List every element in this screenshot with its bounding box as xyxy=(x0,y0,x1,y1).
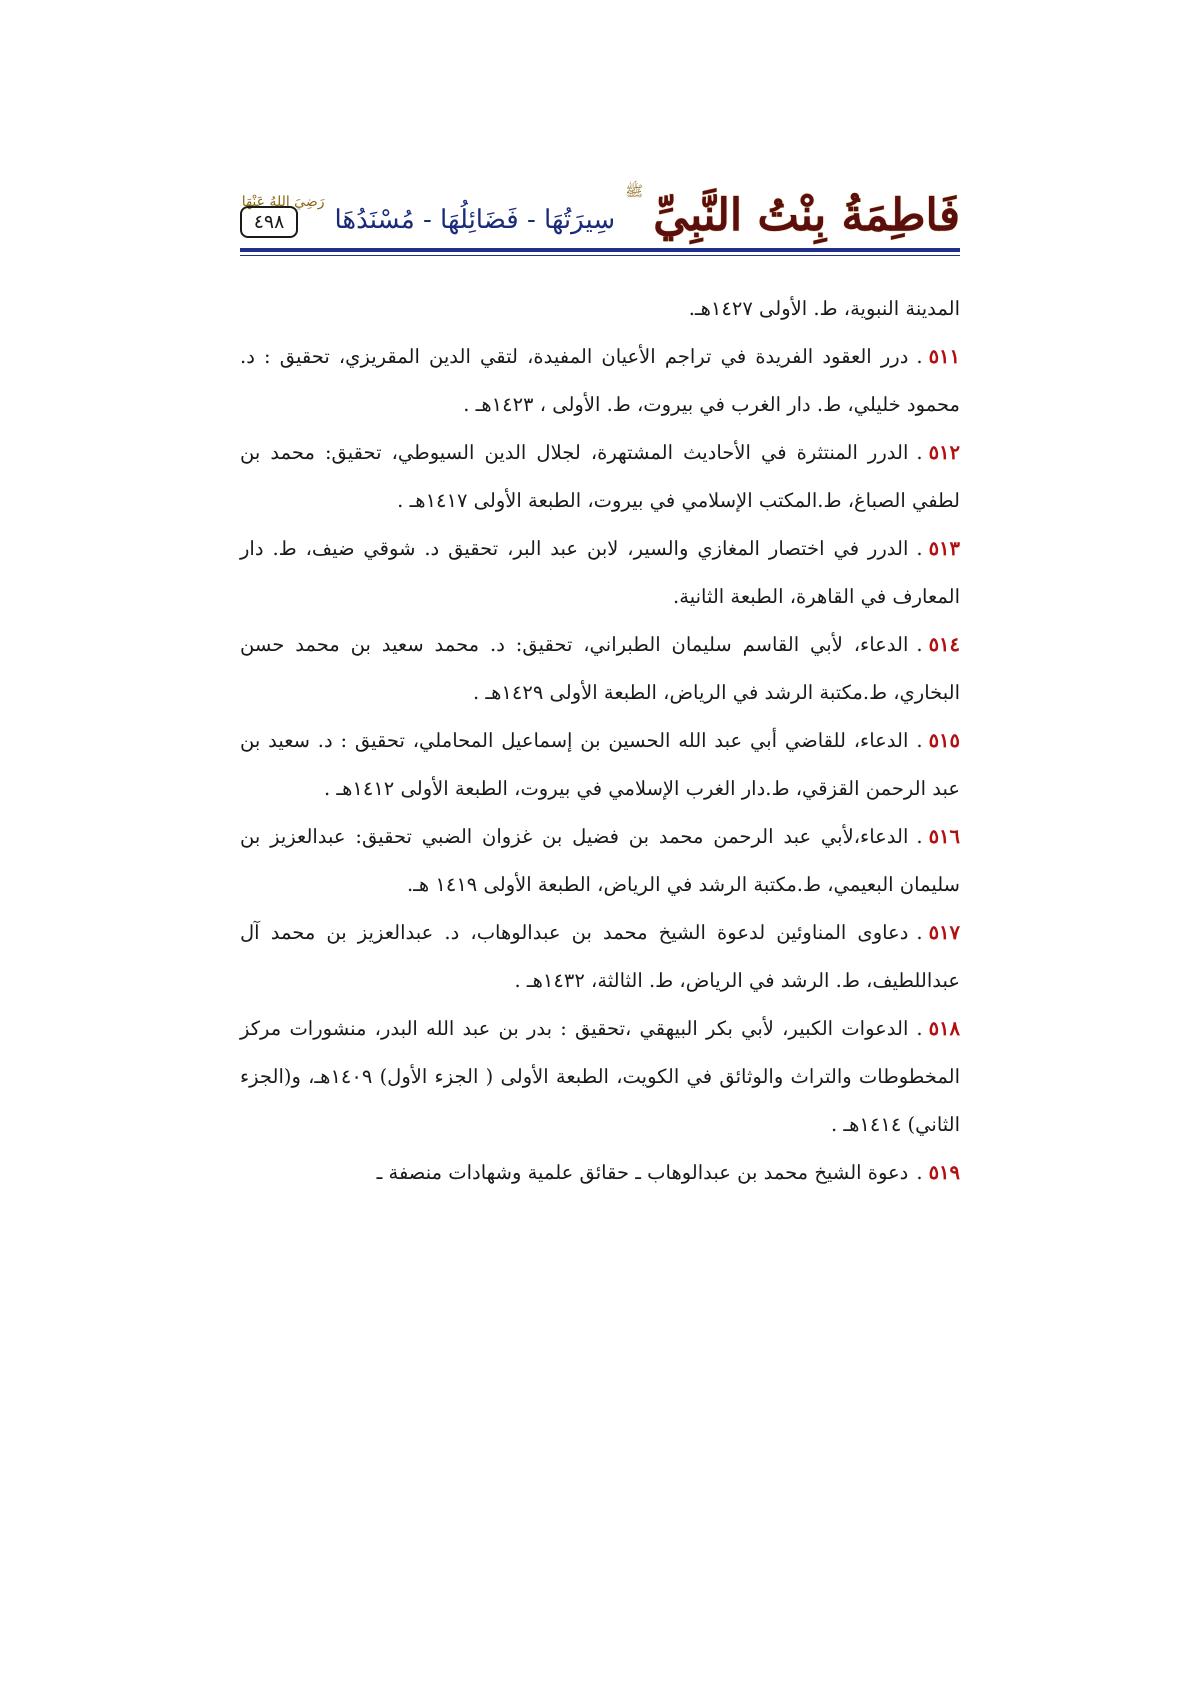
entry-number: ٥١٦ xyxy=(928,825,960,848)
running-title xyxy=(242,180,960,244)
bibliography-entry xyxy=(240,429,960,525)
header-rule-thin xyxy=(240,255,960,256)
page-header xyxy=(240,180,960,260)
bibliography-entry xyxy=(240,909,960,1005)
bibliography-entry xyxy=(240,717,960,813)
bibliography-entry xyxy=(240,333,960,429)
entry-number: ٥١١ xyxy=(928,345,960,368)
header-rule-thick xyxy=(240,248,960,252)
continuation-line: المدينة النبوية، ط. الأولى ١٤٢٧هـ. xyxy=(688,297,960,320)
entry-dot: . xyxy=(916,441,923,464)
entry-dot: . xyxy=(916,345,923,368)
page-number: ٤٩٨ xyxy=(240,206,298,238)
entry-number: ٥١٧ xyxy=(928,921,960,944)
entry-dot: . xyxy=(916,1161,923,1184)
entry-dot: . xyxy=(916,633,923,656)
entry-text: درر العقود الفريدة في تراجم الأعيان المفيدة، لتقي الدين المقريزي، تحقيق : د. محمود خليلي، ط. دار الغرب في بيروت، ط. الأولى ، ١٤٢٣هـ . xyxy=(240,345,960,416)
pbuh-mark: ﷺ xyxy=(625,182,644,200)
entry-dot: . xyxy=(916,1017,923,1040)
entry-number: ٥١٢ xyxy=(928,441,960,464)
book-title-main: فَاطِمَةُ بِنْتُ النَّبِيِّ xyxy=(653,190,960,241)
entry-number: ٥١٩ xyxy=(928,1161,960,1184)
entry-text: الدرر المنتثرة في الأحاديث المشتهرة، لجلال الدين السيوطي، تحقيق: محمد بن لطفي الصباغ، ط.المكتب الإسلامي في بيروت، الطبعة الأولى ١٤١٧هـ . xyxy=(240,441,960,512)
entry-dot: . xyxy=(916,537,923,560)
entry-dot: . xyxy=(916,921,923,944)
bibliography-entry xyxy=(240,525,960,621)
book-title-sub: سِيرَتُهَا - فَضَائِلُهَا - مُسْنَدُهَا xyxy=(334,205,616,235)
entry-number: ٥١٣ xyxy=(928,537,960,560)
entry-dot: . xyxy=(916,825,923,848)
entry-text: الدعاء، للقاضي أبي عبد الله الحسين بن إسماعيل المحاملي، تحقيق : د. سعيد بن عبد الرحمن القزقي، ط.دار الغرب الإسلامي في بيروت، الطبعة الأولى ١٤١٢هـ . xyxy=(240,729,960,800)
entry-text: الدعاء، لأبي القاسم سليمان الطبراني، تحقيق: د. محمد سعيد بن محمد حسن البخاري، ط.مكتبة الرشد في الرياض، الطبعة الأولى ١٤٢٩هـ . xyxy=(240,633,960,704)
entry-text: دعاوى المناوئين لدعوة الشيخ محمد بن عبدالوهاب، د. عبدالعزيز بن محمد آل عبداللطيف، ط. الرشد في الرياض، ط. الثالثة، ١٤٣٢هـ . xyxy=(240,921,960,992)
entry-text: الدعوات الكبير، لأبي بكر البيهقي ،تحقيق : بدر بن عبد الله البدر، منشورات مركز المخطوطات والتراث والوثائق في الكويت، الطبعة الأولى ( الجزء الأول) ١٤٠٩هـ، و(الجزء الثاني) ١٤١٤هـ . xyxy=(240,1017,961,1136)
entry-text: الدرر في اختصار المغازي والسير، لابن عبد البر، تحقيق د. شوقي ضيف، ط. دار المعارف في القاهرة، الطبعة الثانية. xyxy=(240,537,960,608)
bibliography-list xyxy=(240,285,960,1197)
entry-number: ٥١٤ xyxy=(928,633,960,656)
bibliography-entry xyxy=(240,1149,960,1197)
radiallahu-mark: رَضِيَ اللهُ عَنْهَا xyxy=(241,194,325,210)
entry-text: الدعاء،لأبي عبد الرحمن محمد بن فضيل بن غزوان الضبي تحقيق: عبدالعزيز بن سليمان البعيمي، ط.مكتبة الرشد في الرياض، الطبعة الأولى ١٤١٩ هـ. xyxy=(240,825,960,896)
bibliography-entry xyxy=(240,621,960,717)
entry-number: ٥١٨ xyxy=(928,1017,960,1040)
entry-dot: . xyxy=(916,729,923,752)
entry-text: دعوة الشيخ محمد بن عبدالوهاب ـ حقائق علمية وشهادات منصفة ـ xyxy=(376,1161,909,1184)
bibliography-entry xyxy=(240,813,960,909)
entry-number: ٥١٥ xyxy=(928,729,960,752)
bibliography-entry xyxy=(240,1005,960,1149)
